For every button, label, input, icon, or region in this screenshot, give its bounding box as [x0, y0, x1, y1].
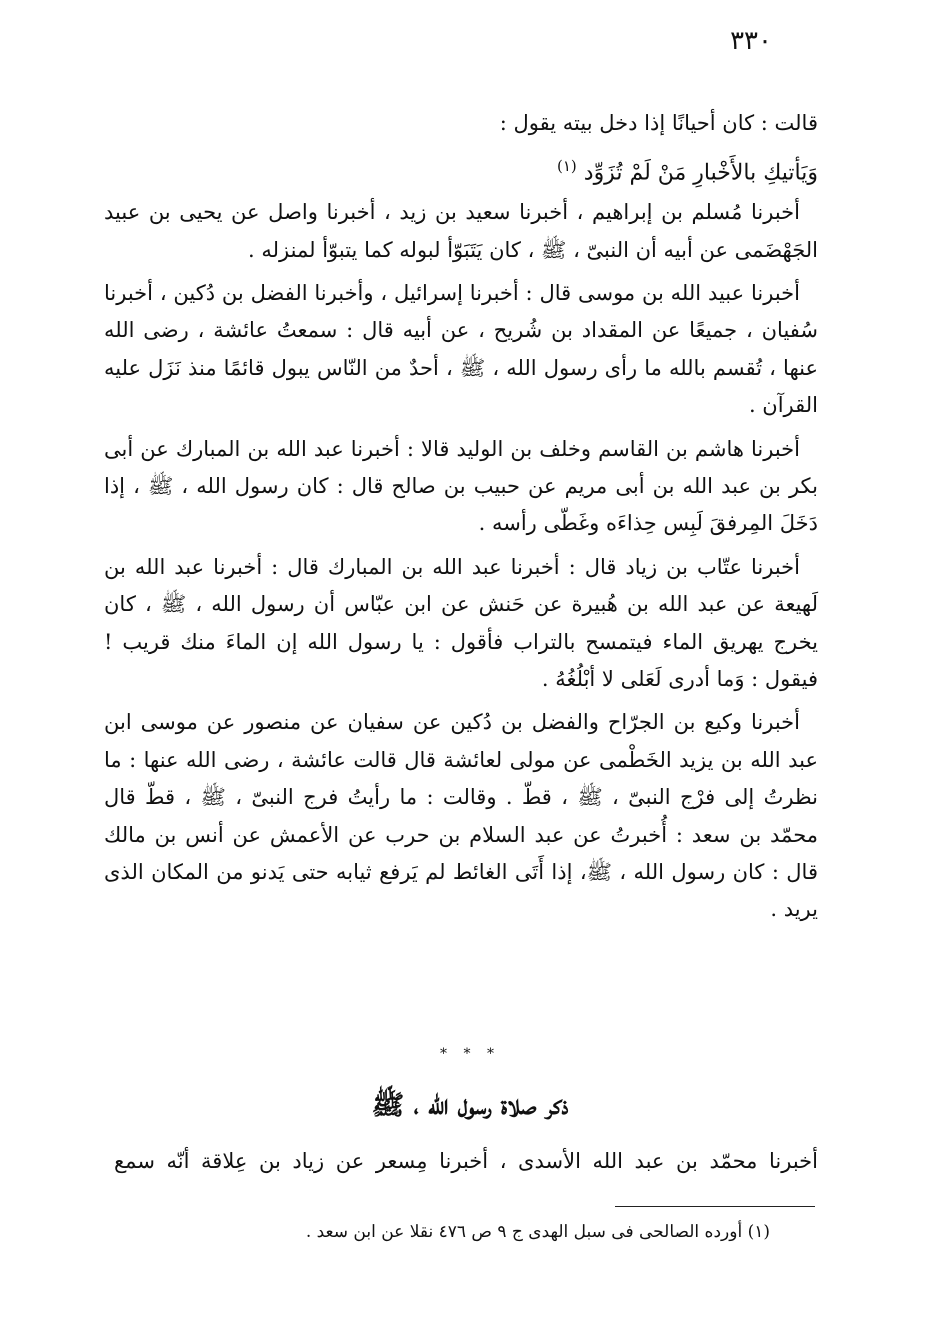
paragraph-3: أخبرنا هاشم بن القاسم وخلف بن الوليد قالا : أخبرنا عبد الله بن المبارك عن أبى بكر بن عبد الله بن أبى مريم عن حبيب بن صالح قال : كان رسول الله ، ﷺ ، إذا دَخَلَ المِرفقَ لَبِس حِذاءَه وغَطّى رأسه .	[104, 436, 818, 536]
paragraph-2: أخبرنا عبيد الله بن موسى قال : أخبرنا إسرائيل ، وأخبرنا الفضل بن دُكين ، أخبرنا سُفيان ، جميعًا عن المقداد بن شُريح ، عن أبيه قال : سمعتُ عائشة ، رضى الله عنها ، تُقسم بالله ما رأى رسول الله ، ﷺ ، أحدٌ من النّاس يبول قائمًا منذ نَزَل عليه القرآن .	[104, 280, 818, 418]
page-number: ٣٣٠	[730, 26, 772, 56]
verse-text: وَيَأتيكِ بالأَخْبارِ مَنْ لَمْ تُزَوِّد	[583, 160, 818, 186]
footnote-reference: (١)	[556, 157, 577, 176]
poetry-verse	[104, 148, 818, 192]
section-heading: ذكر صلاة رسول الله ، ﷺ	[371, 1090, 569, 1121]
footnote-divider	[615, 1206, 815, 1207]
paragraph-5: أخبرنا وكيع بن الجرّاح والفضل بن دُكين عن سفيان عن منصور عن موسى ابن عبد الله بن يزيد الخَطْمى عن مولى لعائشة قال قالت عائشة ، رضى الله عنها : ما نظرتُ إلى فرْج النبىّ ، ﷺ ، قطّ . وقالت : ما رأيتُ فرج النبىّ ، ﷺ ، قطّ قال محمّد بن سعد : أُخبرتُ عن عبد السلام بن حرب عن الأعمش عن أنس بن مالك قال : كان رسول الله ، ﷺ، إذا أَتَى الغائط لم يَرفع ثيابه حتى يَدنو من المكان الذى يريد .	[104, 710, 818, 922]
body-text	[104, 105, 818, 935]
section-first-line: أخبرنا محمّد بن عبد الله الأسدى ، أخبرنا مِسعر عن زياد بن عِلاقة أنّه سمع	[114, 1149, 818, 1173]
paragraph-1: أخبرنا مُسلم بن إبراهيم ، أخبرنا سعيد بن زيد ، أخبرنا واصل عن يحيى بن عبيد الجَهْضَمى عن أبيه أن النبىّ ، ﷺ ، كان يَتَبَوّأ لبوله كما يتبوّأ لمنزله .	[104, 200, 818, 262]
intro-line: قالت : كان أحيانًا إذا دخل بيته يقول :	[499, 111, 818, 135]
footnote-text: (١) أورده الصالحى فى سبل الهدى ج ٩ ص ٤٧٦ نقلا عن ابن سعد .	[305, 1222, 770, 1242]
paragraph-4: أخبرنا عتّاب بن زياد قال : أخبرنا عبد الله بن المبارك قال : أخبرنا عبد الله بن لَهيعة عن عبد الله بن هُبيرة عن حَنش عن ابن عبّاس أن رسول الله ، ﷺ ، كان يخرج يهريق الماء فيتمسح بالتراب فأقول : يا رسول الله إن الماءَ منك قريب ! فيقول : وَما أدرى لَعَلى لا أبْلُغُهُ .	[104, 554, 818, 692]
section-separator: * * *	[440, 1046, 500, 1062]
